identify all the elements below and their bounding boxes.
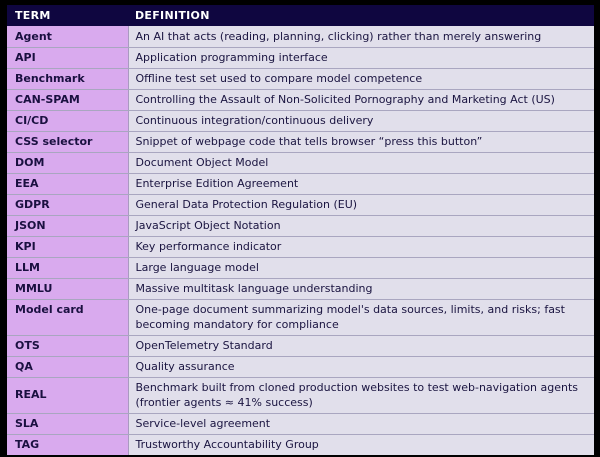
term-cell: EEA [7, 173, 128, 194]
definition-cell: JavaScript Object Notation [128, 215, 594, 236]
term-cell: OTS [7, 335, 128, 356]
definition-cell: Document Object Model [128, 152, 594, 173]
definition-cell: Benchmark built from cloned production websites to test web-navigation agents (frontier agents ≈ 41% success) [128, 377, 594, 413]
term-cell: CAN-SPAM [7, 89, 128, 110]
table-row [7, 335, 594, 356]
table-row [7, 194, 594, 215]
term-cell: JSON [7, 215, 128, 236]
term-cell: TAG [7, 434, 128, 455]
table-row [7, 47, 594, 68]
term-cell: DOM [7, 152, 128, 173]
term-cell: QA [7, 356, 128, 377]
term-cell: SLA [7, 413, 128, 434]
definition-cell: Massive multitask language understanding [128, 278, 594, 299]
definition-cell: One-page document summarizing model's data sources, limits, and risks; fast becoming mandatory for compliance [128, 299, 594, 335]
table-row [7, 236, 594, 257]
term-cell: Benchmark [7, 68, 128, 89]
term-cell: CI/CD [7, 110, 128, 131]
term-cell: KPI [7, 236, 128, 257]
term-cell: Model card [7, 299, 128, 335]
table-row [7, 152, 594, 173]
definition-cell: Continuous integration/continuous delivery [128, 110, 594, 131]
term-cell: Agent [7, 26, 128, 47]
term-cell: CSS selector [7, 131, 128, 152]
term-cell: GDPR [7, 194, 128, 215]
definition-cell: Offline test set used to compare model competence [128, 68, 594, 89]
table-row [7, 89, 594, 110]
table-row [7, 215, 594, 236]
definition-column-header: DEFINITION [128, 5, 594, 26]
definition-cell: Trustworthy Accountability Group [128, 434, 594, 455]
definition-cell: Key performance indicator [128, 236, 594, 257]
definition-cell: Application programming interface [128, 47, 594, 68]
definition-cell: Quality assurance [128, 356, 594, 377]
term-cell: REAL [7, 377, 128, 413]
table-row [7, 257, 594, 278]
table-row [7, 110, 594, 131]
table-row [7, 299, 594, 335]
definition-cell: Enterprise Edition Agreement [128, 173, 594, 194]
definition-cell: Snippet of webpage code that tells browser “press this button” [128, 131, 594, 152]
glossary-table [7, 5, 594, 455]
term-column-header: TERM [7, 5, 128, 26]
definition-cell: OpenTelemetry Standard [128, 335, 594, 356]
term-cell: MMLU [7, 278, 128, 299]
definition-cell: Service-level agreement [128, 413, 594, 434]
table-row [7, 173, 594, 194]
table-row [7, 26, 594, 47]
term-cell: API [7, 47, 128, 68]
table-row [7, 434, 594, 455]
definition-cell: Controlling the Assault of Non-Solicited Pornography and Marketing Act (US) [128, 89, 594, 110]
table-row [7, 68, 594, 89]
definition-cell: Large language model [128, 257, 594, 278]
table-row [7, 413, 594, 434]
table-row [7, 278, 594, 299]
table-row [7, 131, 594, 152]
definition-cell: General Data Protection Regulation (EU) [128, 194, 594, 215]
table-header-row [7, 5, 594, 26]
table-row [7, 377, 594, 413]
term-cell: LLM [7, 257, 128, 278]
definition-cell: An AI that acts (reading, planning, clicking) rather than merely answering [128, 26, 594, 47]
table-row [7, 356, 594, 377]
